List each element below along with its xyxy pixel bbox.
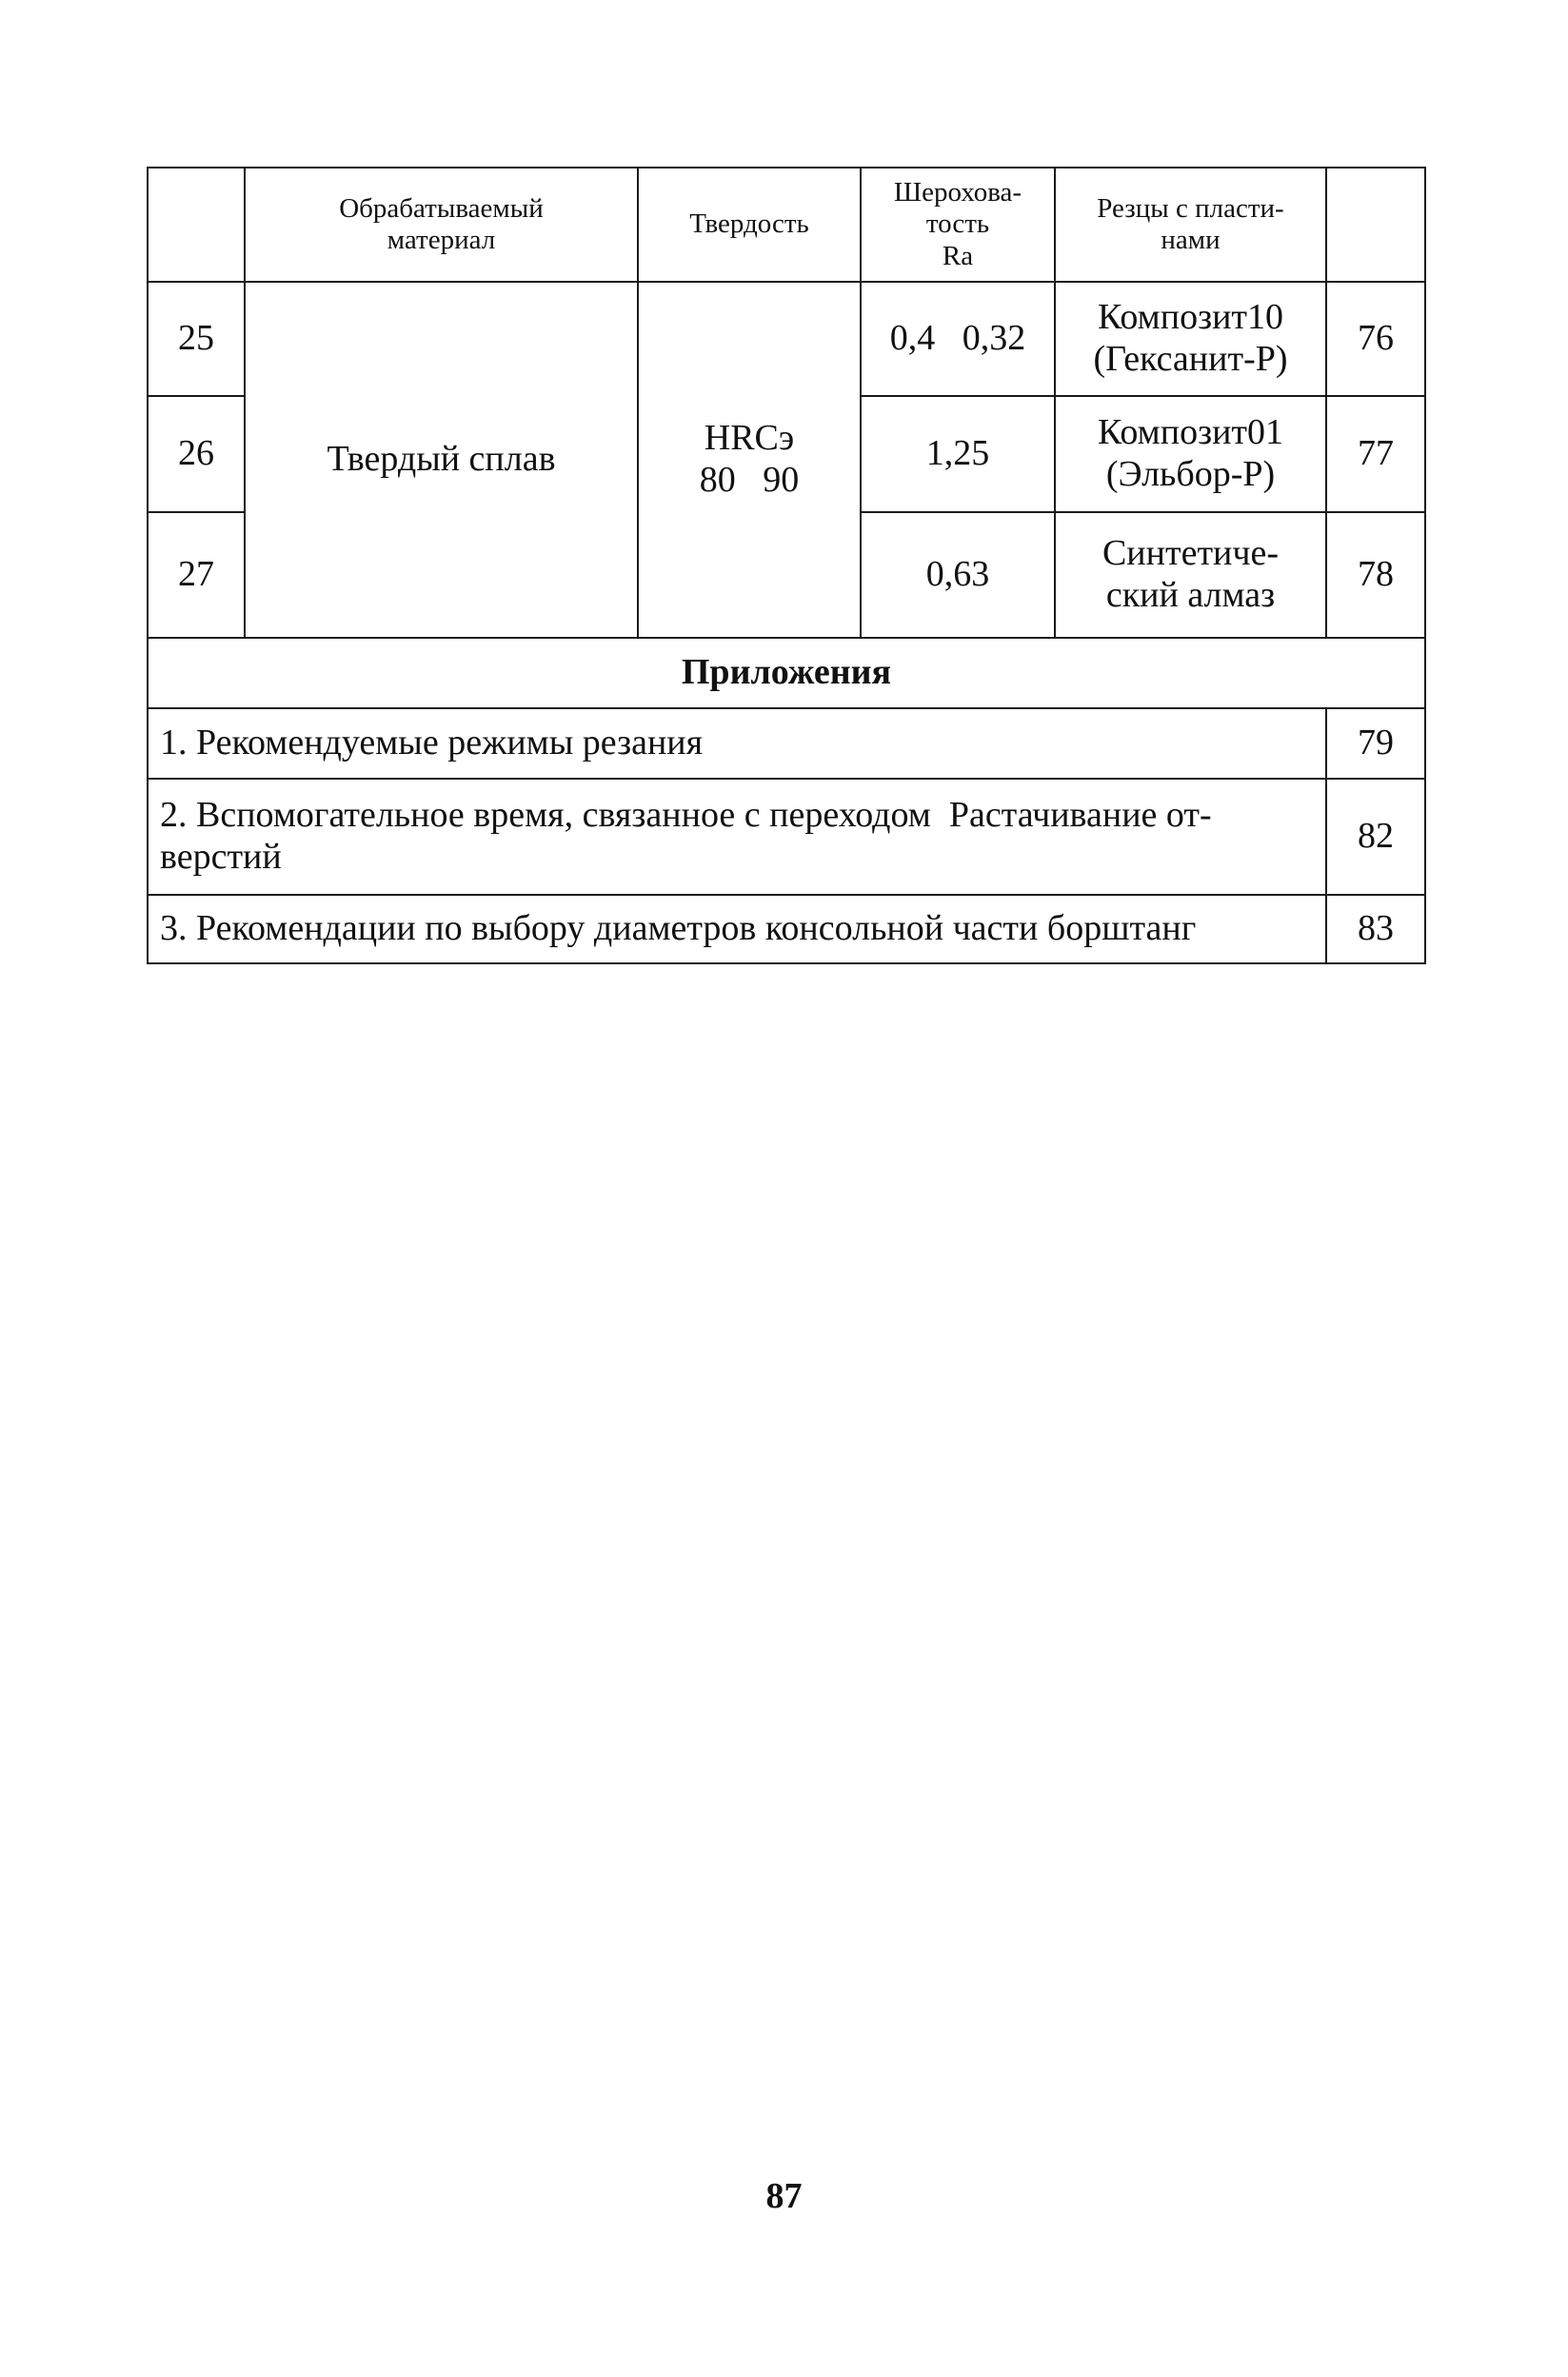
contents-table bbox=[147, 167, 1426, 964]
row-number: 25 bbox=[148, 282, 245, 396]
cutter-line2: ский алмаз bbox=[1105, 575, 1276, 615]
cutter-line1: Композит10 bbox=[1097, 297, 1284, 338]
material-value-cell: Твердый сплав bbox=[245, 282, 638, 638]
appendix-item-text: 1. Рекомендуемые режимы резания bbox=[148, 708, 1326, 779]
page-ref: 78 bbox=[1326, 512, 1425, 638]
page-number: 87 bbox=[765, 2176, 803, 2216]
list-item bbox=[148, 708, 1425, 779]
header-num-cell bbox=[148, 168, 245, 282]
header-roughness-line1: Шерохова- bbox=[893, 176, 1022, 208]
hardness-value-cell bbox=[638, 282, 861, 638]
cutter-value bbox=[1055, 396, 1326, 512]
header-roughness-cell bbox=[861, 168, 1055, 282]
list-item bbox=[148, 895, 1425, 963]
page-ref: 76 bbox=[1326, 282, 1425, 396]
hardness-value-line2: 80 90 bbox=[699, 460, 800, 500]
header-roughness-line3: Ra bbox=[942, 240, 974, 271]
table-header-row bbox=[148, 168, 1425, 282]
cutter-value bbox=[1055, 282, 1326, 396]
cutter-value bbox=[1055, 512, 1326, 638]
hardness-value-line1: HRCэ bbox=[704, 418, 795, 459]
cutter-line1: Синтетиче- bbox=[1102, 533, 1280, 574]
page-ref: 82 bbox=[1326, 779, 1425, 895]
header-cutters-cell bbox=[1055, 168, 1326, 282]
appendix-item-line2: верстий bbox=[160, 837, 282, 877]
table-row bbox=[148, 282, 1425, 396]
page-ref: 83 bbox=[1326, 895, 1425, 963]
roughness-value: 1,25 bbox=[861, 396, 1055, 512]
appendix-heading: Приложения bbox=[148, 638, 1425, 708]
cutter-line1: Композит01 bbox=[1097, 412, 1284, 453]
appendix-item-line1: 2. Вспомогательное время, связанное с переходом Растачивание от- bbox=[160, 795, 1212, 836]
header-hardness-cell: Твердость bbox=[638, 168, 861, 282]
appendix-item-text bbox=[148, 779, 1326, 895]
header-material-line1: Обрабатываемый bbox=[339, 192, 544, 224]
header-cutters-line2: нами bbox=[1161, 225, 1221, 255]
cutter-line2: (Эльбор-Р) bbox=[1105, 454, 1276, 494]
header-cutters-line1: Резцы с пласти- bbox=[1097, 192, 1284, 224]
page-ref: 77 bbox=[1326, 396, 1425, 512]
appendix-heading-row bbox=[148, 638, 1425, 708]
header-material-cell bbox=[245, 168, 638, 282]
page-ref: 79 bbox=[1326, 708, 1425, 779]
row-number: 27 bbox=[148, 512, 245, 638]
roughness-value: 0,4 0,32 bbox=[861, 282, 1055, 396]
row-number: 26 bbox=[148, 396, 245, 512]
header-page-cell bbox=[1326, 168, 1425, 282]
header-roughness-line2: тость bbox=[925, 208, 990, 240]
list-item bbox=[148, 779, 1425, 895]
appendix-item-text: 3. Рекомендации по выбору диаметров консольной части борштанг bbox=[148, 895, 1326, 963]
roughness-value: 0,63 bbox=[861, 512, 1055, 638]
header-material-line2: материал bbox=[387, 225, 496, 255]
cutter-line2: (Гексанит-Р) bbox=[1093, 339, 1288, 379]
